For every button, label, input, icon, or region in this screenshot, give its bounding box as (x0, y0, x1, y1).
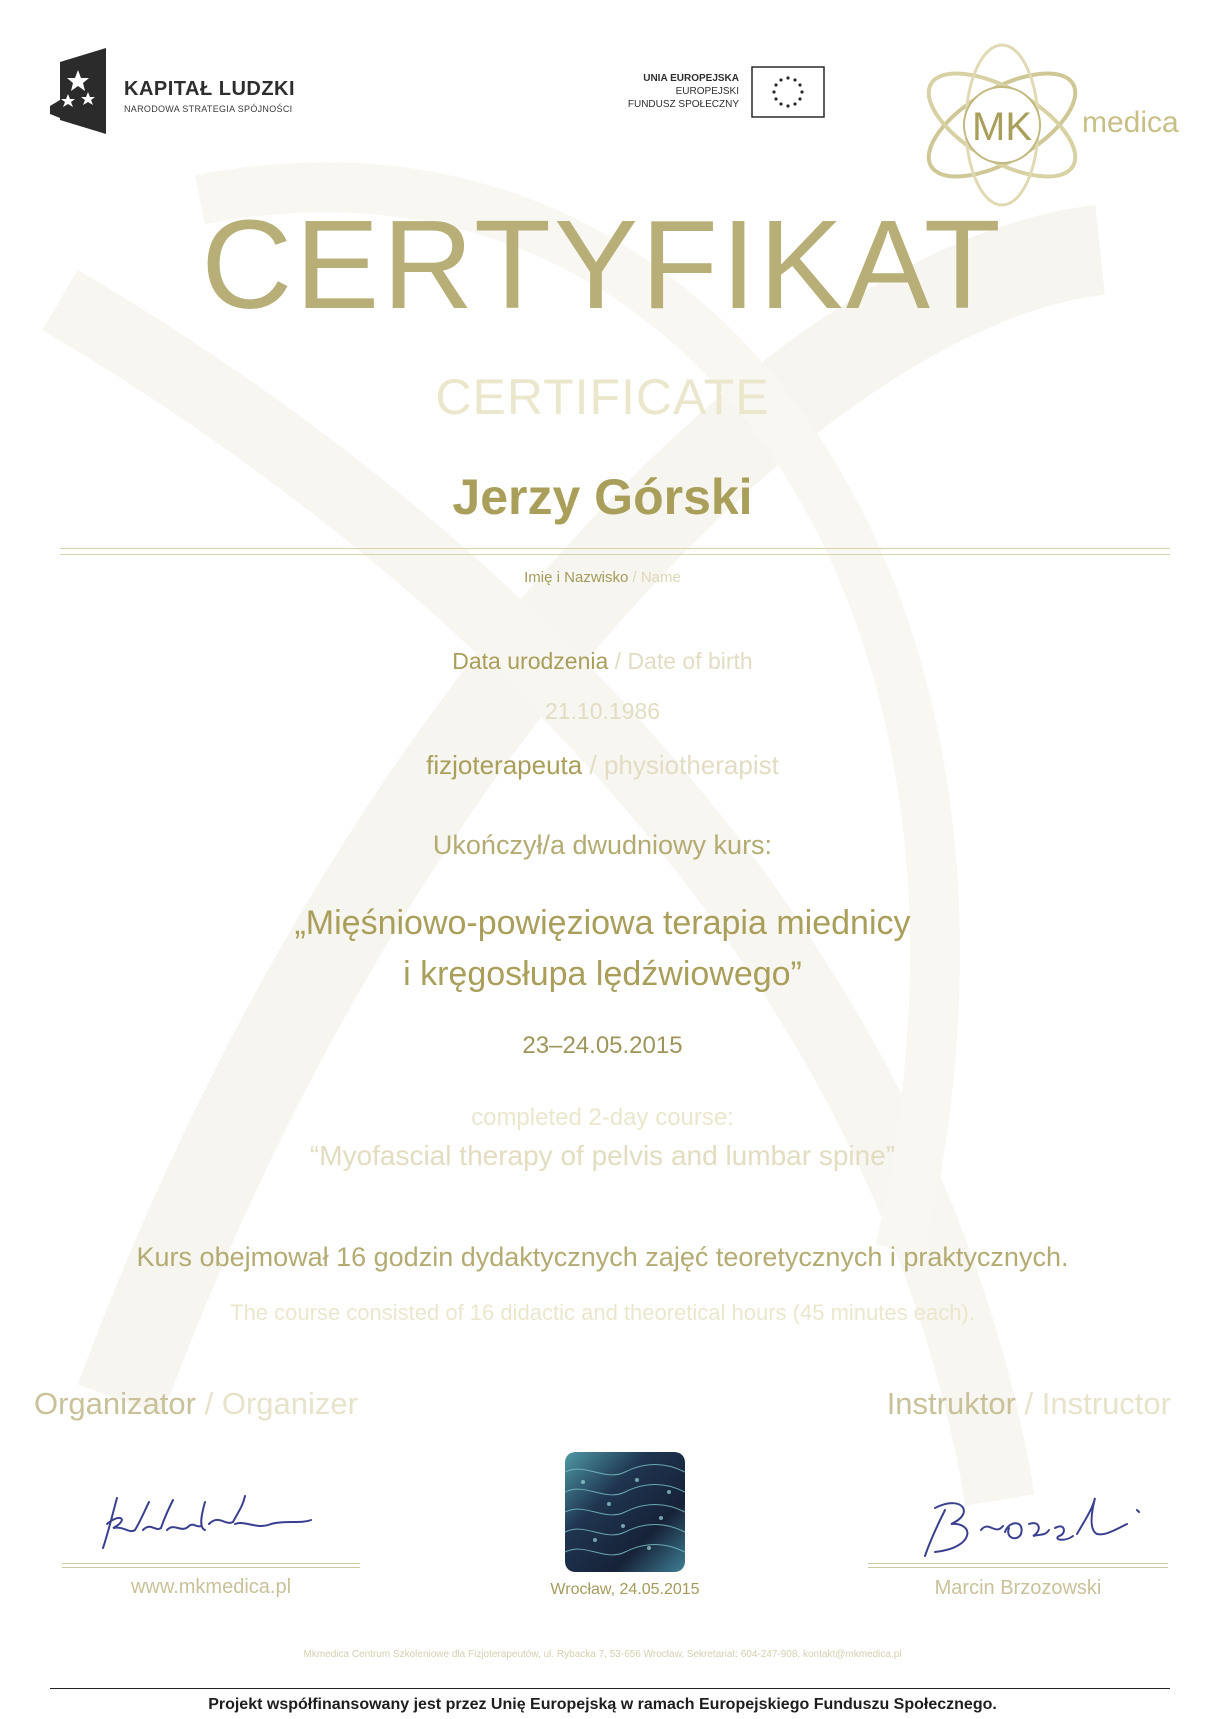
instructor-signature (905, 1490, 1145, 1566)
eu-line-2: EUROPEJSKI (675, 86, 739, 97)
eu-flag-icon (751, 66, 825, 118)
hologram-seal (565, 1452, 685, 1572)
name-rule-top (60, 548, 1170, 549)
mk-medica-orbit-icon (912, 40, 1092, 210)
instructor-rule-top (868, 1563, 1168, 1564)
kapital-ludzki-subtitle: NARODOWA STRATEGIA SPÓJNOŚCI (124, 104, 293, 114)
completed-course-pl: Ukończył/a dwudniowy kurs: (432, 830, 773, 860)
completed-course-en: completed 2-day course: (471, 1104, 734, 1131)
mk-medica-logo (912, 40, 1182, 210)
profession-separator: / (589, 750, 597, 780)
name-caption-pl: Imię i Nazwisko (524, 569, 629, 586)
certificate-title-pl: CERTYFIKAT (201, 194, 1004, 335)
kapital-ludzki-logo (50, 48, 370, 138)
name-caption (0, 570, 1205, 585)
course-dates: 23–24.05.2015 (522, 1032, 683, 1059)
eu-line-3: FUNDUSZ SPOŁECZNY (627, 99, 739, 110)
organizer-label (34, 1388, 358, 1419)
instructor-label (887, 1388, 1171, 1419)
certificate-title-en: CERTIFICATE (435, 369, 770, 425)
course-title-en: “Myofascial therapy of pelvis and lumbar spine” (309, 1140, 896, 1171)
footer-rule (50, 1688, 1170, 1689)
course-title-pl-line-2: i kręgosłupa lędźwiowego” (403, 955, 802, 993)
organizer-website: www.mkmedica.pl (130, 1576, 292, 1598)
dob-label-pl: Data urodzenia (452, 648, 609, 674)
recipient-name: Jerzy Górski (452, 469, 753, 525)
instructor-rule-bottom (868, 1567, 1168, 1568)
course-hours-en: The course consisted of 16 didactic and theoretical hours (45 minutes each). (230, 1300, 975, 1325)
eu-fund-logo (585, 66, 825, 126)
mk-medica-word: medica (1082, 106, 1179, 139)
organizer-rule-bottom (62, 1567, 360, 1568)
organizer-label-pl: Organizator (34, 1386, 196, 1421)
name-caption-separator: / (632, 569, 637, 586)
dob-label-en: Date of birth (627, 648, 753, 674)
profession-pl: fizjoterapeuta (426, 750, 583, 780)
instructor-label-pl: Instruktor (886, 1386, 1016, 1421)
dob-value: 21.10.1986 (544, 698, 661, 724)
instructor-label-separator: / (1024, 1386, 1034, 1421)
kapital-ludzki-mark-icon (50, 48, 106, 134)
eu-line-1: UNIA EUROPEJSKA (643, 73, 739, 84)
place-and-date: Wrocław, 24.05.2015 (550, 1581, 700, 1598)
organizer-signature (95, 1490, 315, 1560)
footer-address: Mkmedica Centrum Szkoleniowe dla Fizjoterapeutów, ul. Rybacka 7, 53-656 Wrocław. Sekretariat: 604-247-908, kontakt@mkmedica.pl (303, 1649, 902, 1660)
instructor-label-en: Instructor (1041, 1386, 1171, 1421)
eu-fund-text (628, 72, 739, 111)
mk-mark-text: MK (972, 105, 1032, 149)
dob-label (0, 650, 1205, 673)
profession-en: physiotherapist (603, 750, 779, 780)
course-title-pl-line-1: „Mięśniowo-powięziowa terapia miednicy (294, 904, 911, 942)
name-rule-bottom (60, 554, 1170, 555)
instructor-name: Marcin Brzozowski (934, 1577, 1102, 1599)
dob-label-separator: / (614, 648, 622, 674)
footer-eu-statement: Projekt współfinansowany jest przez Unię Europejską w ramach Europejskiego Funduszu Społecznego. (208, 1696, 997, 1713)
course-hours-pl: Kurs obejmował 16 godzin dydaktycznych zajęć teoretycznych i praktycznych. (136, 1242, 1069, 1272)
profession (0, 752, 1205, 778)
name-caption-en: Name (640, 569, 681, 586)
organizer-label-en: Organizer (221, 1386, 358, 1421)
kapital-ludzki-title: KAPITAŁ LUDZKI (124, 78, 296, 100)
organizer-rule-top (62, 1563, 360, 1564)
organizer-label-separator: / (204, 1386, 214, 1421)
